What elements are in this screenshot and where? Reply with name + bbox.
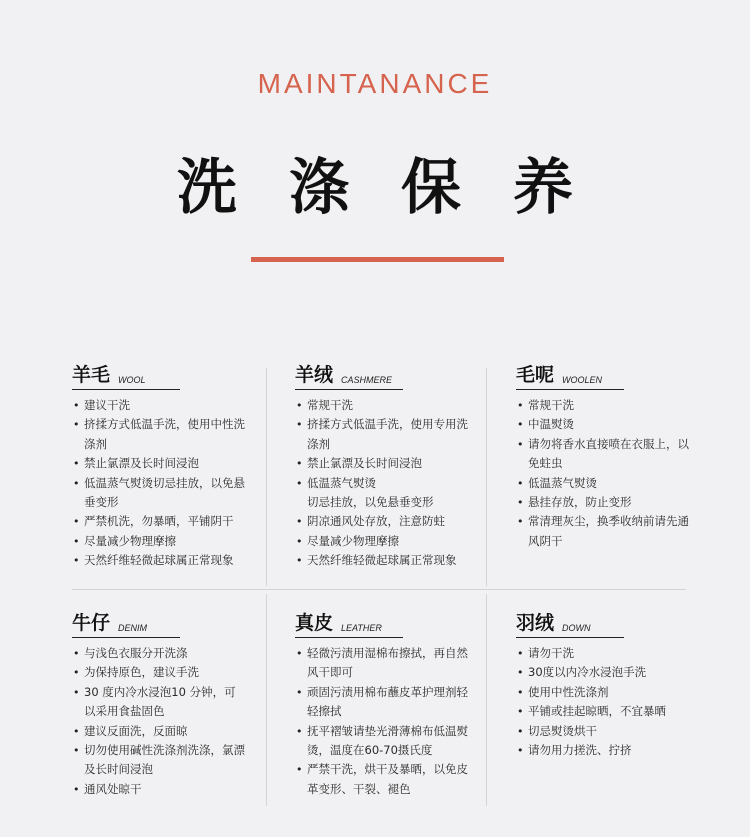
care-item: • 悬挂存放，防止变形 — [516, 493, 694, 512]
material-name-en: CASHMERE — [341, 375, 393, 385]
care-item: • 请勿用力搓洗、拧挤 — [516, 741, 694, 760]
material-name: 羊毛 — [72, 364, 111, 386]
care-item: • 尽量减少物理摩擦 — [72, 532, 247, 551]
care-item: • 抚平褶皱请垫光滑薄棉布低温熨烫，温度在60-70摄氏度 — [295, 722, 473, 761]
column-divider — [486, 368, 487, 586]
care-list — [295, 396, 473, 571]
care-item: • 建议反面洗，反面晾 — [72, 722, 247, 741]
material-name: 真皮 — [295, 612, 334, 634]
care-list — [295, 644, 473, 799]
care-item: • 禁止氯漂及长时间浸泡 — [72, 454, 247, 473]
care-item: • 低温蒸气熨烫 — [516, 474, 694, 493]
care-list — [516, 396, 694, 551]
care-item: • 平铺或挂起晾晒，不宜暴晒 — [516, 702, 694, 721]
care-item: • 中温熨烫 — [516, 415, 694, 434]
card-heading — [516, 612, 624, 638]
care-item: • 顽固污渍用棉布蘸皮革护理剂轻轻擦拭 — [295, 683, 473, 722]
care-item: • 与浅色衣服分开洗涤 — [72, 644, 247, 663]
material-name-en: WOOL — [118, 375, 146, 385]
care-item: • 为保持原色，建议手洗 — [72, 663, 247, 682]
care-card-down — [516, 612, 694, 760]
material-name: 毛呢 — [516, 364, 555, 386]
care-item: • 天然纤维轻微起球属正常现象 — [72, 551, 247, 570]
care-item: • 挤揉方式低温手洗，使用专用洗涤剂 — [295, 415, 473, 454]
page-title: 洗涤保养 — [177, 153, 625, 223]
card-heading — [72, 612, 180, 638]
care-item: • 30度以内冷水浸泡手洗 — [516, 663, 694, 682]
care-item: • 天然纤维轻微起球属正常现象 — [295, 551, 473, 570]
row-divider — [72, 589, 686, 590]
care-item: • 尽量减少物理摩擦 — [295, 532, 473, 551]
care-card-leather — [295, 612, 473, 799]
material-name-en: DOWN — [562, 623, 591, 633]
care-list — [72, 396, 247, 571]
material-name: 牛仔 — [72, 612, 111, 634]
care-item: • 严禁机洗，勿暴晒，平铺阴干 — [72, 512, 247, 531]
column-divider — [486, 594, 487, 806]
material-name-en: LEATHER — [341, 623, 382, 633]
care-item: • 30 度内冷水浸泡10 分钟，可以采用食盐固色 — [72, 683, 247, 722]
care-card-denim — [72, 612, 247, 799]
card-heading — [295, 612, 403, 638]
care-card-cashmere — [295, 364, 473, 571]
card-heading — [295, 364, 403, 390]
column-divider — [266, 368, 267, 586]
care-card-wool — [72, 364, 247, 571]
title-underline — [251, 257, 504, 262]
care-item: • 常规干洗 — [516, 396, 694, 415]
care-item: • 请勿将香水直接喷在衣服上，以免蛀虫 — [516, 435, 694, 474]
care-item: • 禁止氯漂及长时间浸泡 — [295, 454, 473, 473]
care-item: • 轻微污渍用湿棉布擦拭，再自然风干即可 — [295, 644, 473, 683]
care-item: • 切勿使用碱性洗涤剂洗涤，氯漂及长时间浸泡 — [72, 741, 247, 780]
care-card-woolen — [516, 364, 694, 551]
care-item: • 通风处晾干 — [72, 780, 247, 799]
care-item: • 常规干洗 — [295, 396, 473, 415]
section-subtitle: MAINTANANCE — [257, 68, 493, 99]
care-list — [72, 644, 247, 799]
care-item: • 阴凉通风处存放，注意防蛀 — [295, 512, 473, 531]
care-item: • 请勿干洗 — [516, 644, 694, 663]
care-item: • 常清理灰尘，换季收纳前请先通风阴干 — [516, 512, 694, 551]
material-name-en: WOOLEN — [562, 375, 603, 385]
care-list — [516, 644, 694, 760]
care-item: • 低温蒸气熨烫切忌挂放，以免悬垂变形 — [72, 474, 247, 513]
care-item: • 切忌熨烫烘干 — [516, 722, 694, 741]
care-item: • 建议干洗 — [72, 396, 247, 415]
material-name-en: DENIM — [118, 623, 148, 633]
card-heading — [516, 364, 624, 390]
care-item: • 使用中性洗涤剂 — [516, 683, 694, 702]
column-divider — [266, 594, 267, 806]
care-item: • 挤揉方式低温手洗，使用中性洗涤剂 — [72, 415, 247, 454]
care-item: • 低温蒸气熨烫 切忌挂放，以免悬垂变形 — [295, 474, 473, 513]
material-name: 羽绒 — [516, 612, 555, 634]
card-heading — [72, 364, 180, 390]
care-item: • 严禁干洗，烘干及暴晒，以免皮革变形、干裂、褪色 — [295, 760, 473, 799]
material-name: 羊绒 — [295, 364, 334, 386]
